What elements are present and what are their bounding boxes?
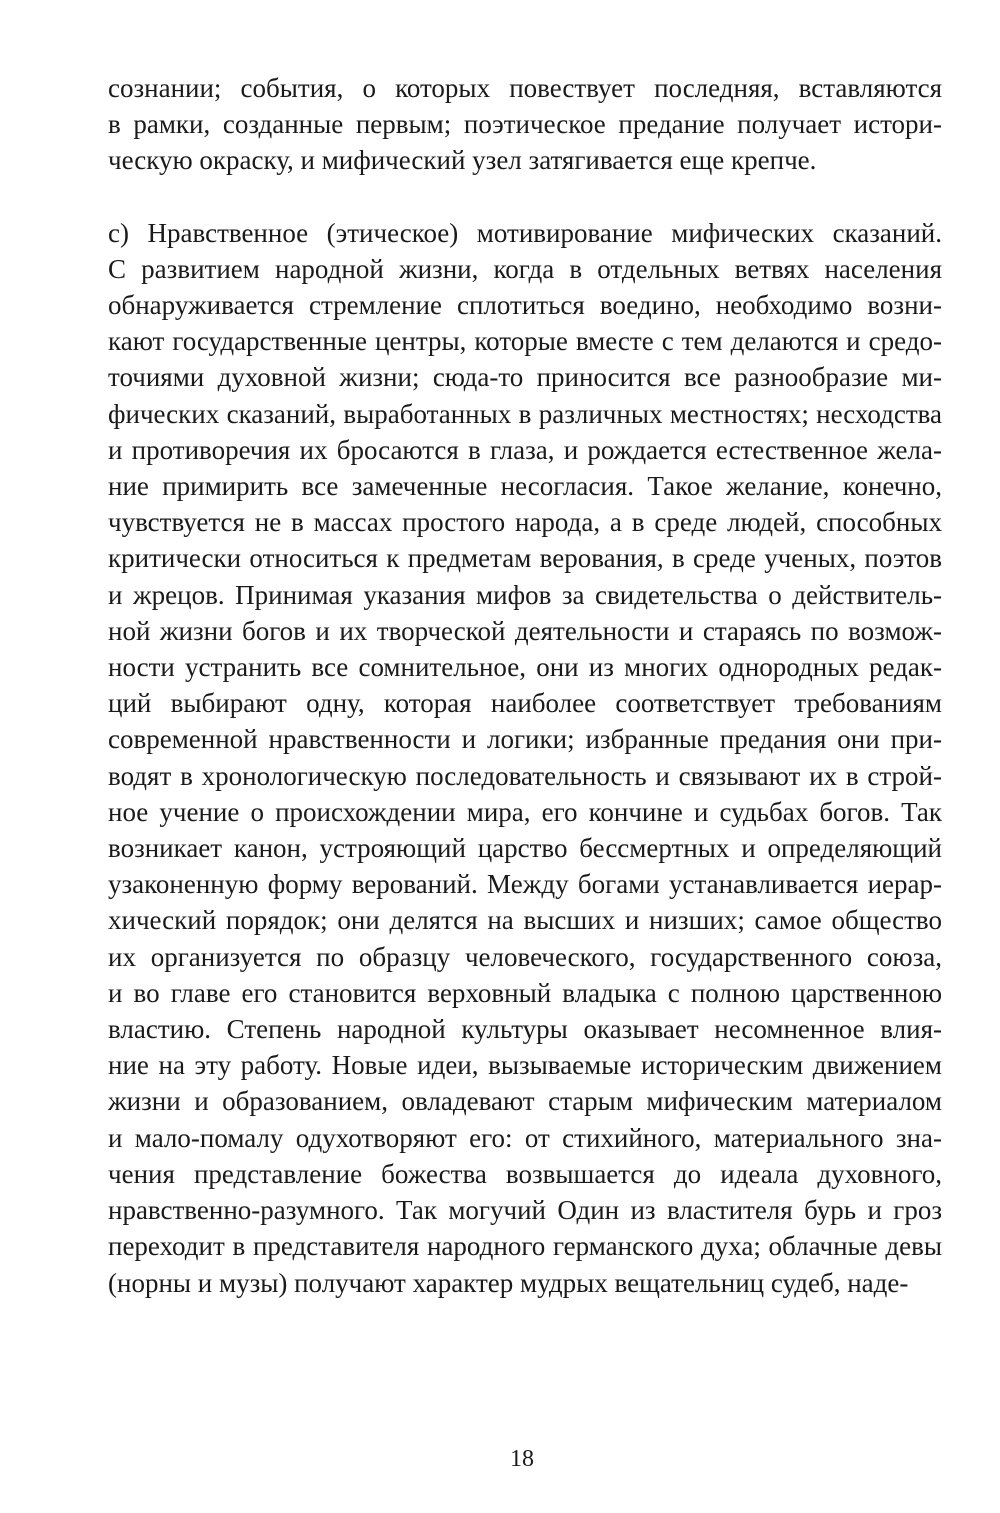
text-line: в рамки, созданные первым; поэтическое предание получает истори- xyxy=(108,109,942,140)
text-line: ной жизни богов и их творческой деятельности и стараясь по возмож- xyxy=(108,615,942,646)
text-line: чувствуется не в массах простого народа, а в среде людей, способных xyxy=(108,507,942,538)
text-line: нравственно-разумного. Так могучий Один из властителя бурь и гроз xyxy=(108,1195,942,1226)
text-line: хический порядок; они делятся на высших и низших; самое общество xyxy=(108,905,942,936)
text-line: кают государственные центры, которые вместе с тем делаются и средо- xyxy=(108,326,942,357)
text-line: сознании; события, о которых повествует последняя, вставляются xyxy=(108,73,942,103)
text-line: переходит в представителя народного германского духа; облачные девы xyxy=(108,1231,942,1262)
paragraph-gap xyxy=(108,179,942,215)
text-line: водят в хронологическую последовательность и связывают их в строй- xyxy=(108,760,942,791)
text-line: критически относиться к предметам верования, в среде ученых, поэтов xyxy=(108,543,942,574)
text-line: современной нравственности и логики; избранные предания они при- xyxy=(108,724,942,755)
text-line: и противоречия их бросаются в глаза, и рождается естественное жела- xyxy=(108,434,942,465)
text-line: ческую окраску, и мифический узел затягивается еще крепче. xyxy=(108,145,817,176)
text-line: ние на эту работу. Новые идеи, вызываемые историческим движением xyxy=(108,1050,942,1081)
text-line: ное учение о происхождении мира, его кончине и судьбах богов. Так xyxy=(108,796,942,827)
text-line: жизни и образованием, овладевают старым мифическим материалом xyxy=(108,1086,942,1117)
text-line: властию. Степень народной культуры оказывает несомненное влия- xyxy=(108,1014,942,1045)
text-line: узаконенную форму верований. Между богами устанавливается иерар- xyxy=(108,869,942,900)
page-text xyxy=(108,70,942,1301)
paragraph-1 xyxy=(108,70,942,179)
text-line: ние примирить все замеченные несогласия. Такое желание, конечно, xyxy=(108,471,942,502)
text-line: c) Нравственное (этическое) мотивирование мифических сказаний. xyxy=(108,217,942,248)
page-number: 18 xyxy=(510,1446,534,1472)
paragraph-2 xyxy=(108,215,942,1301)
text-line: (норны и музы) получают характер мудрых вещательниц судеб, наде- xyxy=(108,1267,909,1298)
text-line: точиями духовной жизни; сюда-то приносится все разнообразие ми- xyxy=(108,362,942,393)
text-line: обнаруживается стремление сплотиться воедино, необходимо возни- xyxy=(108,290,942,321)
text-line: и жрецов. Принимая указания мифов за свидетельства о действитель- xyxy=(108,579,942,610)
text-line: и мало-помалу одухотворяют его: от стихийного, материального зна- xyxy=(108,1122,942,1153)
text-line: ности устранить все сомнительное, они из многих однородных редак- xyxy=(108,652,942,683)
text-line: возникает канон, устрояющий царство бессмертных и определяющий xyxy=(108,833,942,864)
text-line: С развитием народной жизни, когда в отдельных ветвях населения xyxy=(108,253,942,284)
text-line: и во главе его становится верховный владыка с полною царственною xyxy=(108,977,942,1008)
text-line: чения представление божества возвышается до идеала духовного, xyxy=(108,1158,942,1189)
text-line: ций выбирают одну, которая наиболее соответствует требованиям xyxy=(108,688,942,719)
text-line: их организуется по образцу человеческого, государственного союза, xyxy=(108,941,942,972)
text-line: фических сказаний, выработанных в различных местностях; несходства xyxy=(108,398,942,429)
